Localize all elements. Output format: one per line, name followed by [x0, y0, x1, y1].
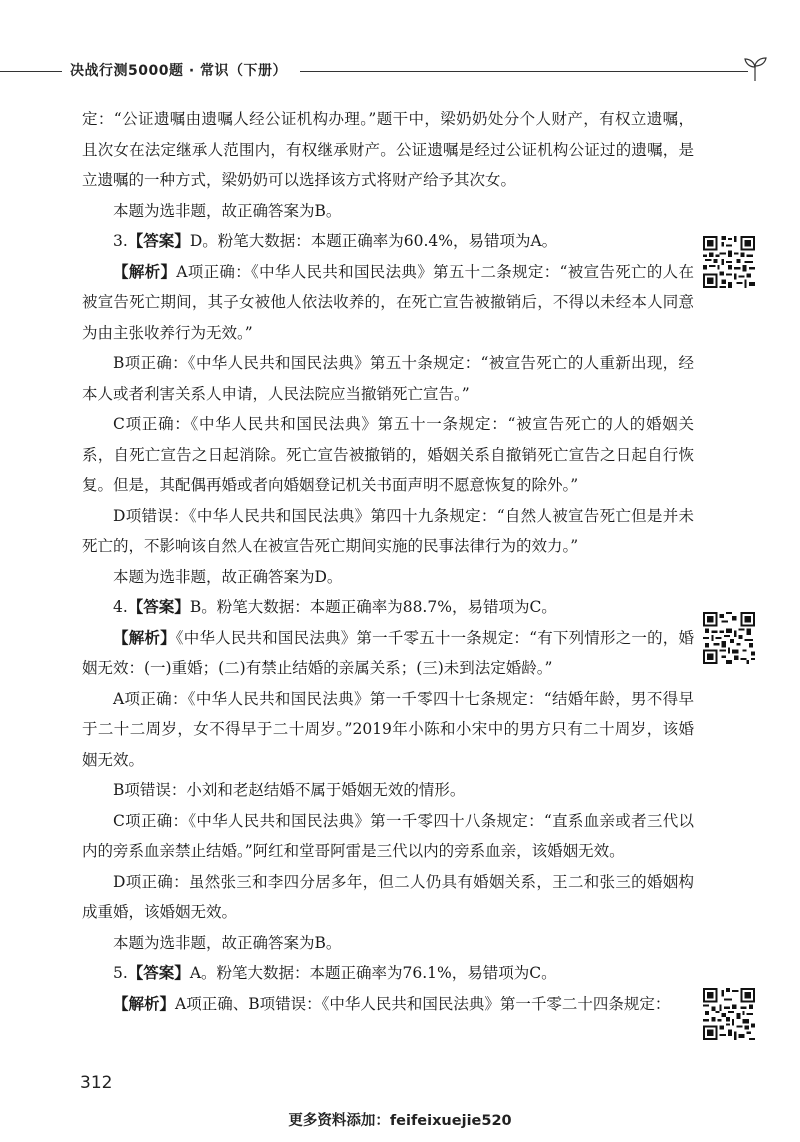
paragraph-text: C项正确：《中华人民共和国民法典》第五十一条规定：“被宣告死亡的人的婚姻关系，自死亡宣告之日起消除。死亡宣告被撤销的，婚姻关系自撤销死亡宣告之日起自行恢复。但是，其配偶再婚或者向婚姻登记机关书面声明不愿意恢复的除外。”	[82, 415, 694, 494]
paragraph	[82, 196, 694, 227]
answer-label: 【答案】	[127, 231, 190, 250]
answer-3	[82, 226, 694, 257]
paragraph-text: 定：“公证遗嘱由遗嘱人经公证机构办理。”题干中，梁奶奶处分个人财产，有权立遗嘱，且次女在法定继承人范围内，有权继承财产。公证遗嘱是经过公证机构公证过的遗嘱，是立遗嘱的一种方式，梁奶奶可以选择该方式将财产给予其次女。	[82, 110, 694, 189]
paragraph	[82, 104, 694, 196]
question-number: 3.	[113, 232, 128, 250]
paragraph	[82, 348, 694, 409]
answer-label: 【答案】	[127, 597, 190, 616]
paragraph	[82, 928, 694, 959]
answer-5	[82, 958, 694, 989]
paragraph-text: 本题为选非题，故正确答案为B。	[113, 933, 342, 952]
paragraph	[82, 409, 694, 501]
footer-note: 更多资料添加：feifeixuejie520	[288, 1113, 512, 1129]
analysis-text: 《中华人民共和国民法典》第一千零五十一条规定：“有下列情形之一的，婚姻无效：(一)重婚；(二)有禁止结婚的亲属关系；(三)未到法定婚龄。”	[82, 628, 694, 677]
paragraph	[82, 775, 694, 806]
paragraph-text: 本题为选非题，故正确答案为D。	[113, 567, 343, 586]
sprout-icon	[742, 55, 768, 83]
question-number: 4.	[113, 598, 128, 616]
analysis-5	[82, 989, 694, 1020]
paragraph-text: B项正确：《中华人民共和国民法典》第五十条规定：“被宣告死亡的人重新出现，经本人或者利害关系人申请，人民法院应当撤销死亡宣告。”	[82, 354, 694, 403]
paragraph-text: A项正确：《中华人民共和国民法典》第一千零四十七条规定：“结婚年龄，男不得早于二十二周岁，女不得早于二十周岁。”2019年小陈和小宋中的男方只有二十周岁，该婚姻无效。	[82, 689, 694, 769]
paragraph-text: D项错误：《中华人民共和国民法典》第四十九条规定：“自然人被宣告死亡但是并未死亡的，不影响该自然人在被宣告死亡期间实施的民事法律行为的效力。”	[82, 506, 694, 555]
answer-text: A。粉笔大数据：本题正确率为76.1%，易错项为C。	[189, 964, 557, 982]
analysis-label: 【解析】	[113, 261, 177, 281]
paragraph	[82, 867, 694, 928]
answer-text: B。粉笔大数据：本题正确率为88.7%，易错项为C。	[189, 598, 557, 616]
paragraph-text: C项正确：《中华人民共和国民法典》第一千零四十八条规定：“直系血亲或者三代以内的旁系血亲禁止结婚。”阿红和堂哥阿雷是三代以内的旁系血亲，该婚姻无效。	[82, 811, 694, 860]
analysis-text: A项正确、B项错误：《中华人民共和国民法典》第一千零二十四条规定：	[175, 994, 671, 1013]
answer-label: 【答案】	[127, 963, 190, 982]
paragraph-text: 本题为选非题，故正确答案为B。	[113, 201, 342, 220]
qr-code-icon[interactable]	[703, 988, 755, 1040]
paragraph	[82, 562, 694, 593]
paragraph	[82, 501, 694, 562]
paragraph	[82, 684, 694, 776]
header-rule-left	[0, 71, 62, 72]
page-number: 312	[80, 1073, 113, 1093]
running-header	[0, 55, 800, 85]
analysis-text: A项正确：《中华人民共和国民法典》第五十二条规定：“被宣告死亡的人在被宣告死亡期间，其子女被他人依法收养的，在死亡宣告被撤销后，不得以未经本人同意为由主张收养行为无效。”	[82, 262, 694, 342]
analysis-3	[82, 257, 694, 349]
paragraph	[82, 806, 694, 867]
answer-4	[82, 592, 694, 623]
qr-code-icon[interactable]	[703, 612, 755, 664]
book-title: 决战行测5000题 · 常识（下册）	[70, 63, 288, 79]
analysis-4	[82, 623, 694, 684]
analysis-label: 【解析】	[113, 627, 176, 647]
answer-text: D。粉笔大数据：本题正确率为60.4%，易错项为A。	[189, 232, 558, 250]
question-number: 5.	[113, 964, 128, 982]
analysis-label: 【解析】	[113, 993, 176, 1013]
paragraph-text: D项正确：虽然张三和李四分居多年，但二人仍具有婚姻关系，王二和张三的婚姻构成重婚，该婚姻无效。	[82, 872, 694, 921]
qr-code-icon[interactable]	[703, 236, 755, 288]
paragraph-text: B项错误：小刘和老赵结婚不属于婚姻无效的情形。	[113, 781, 466, 799]
answer-explanations	[82, 104, 694, 1019]
header-rule-right	[300, 71, 748, 72]
